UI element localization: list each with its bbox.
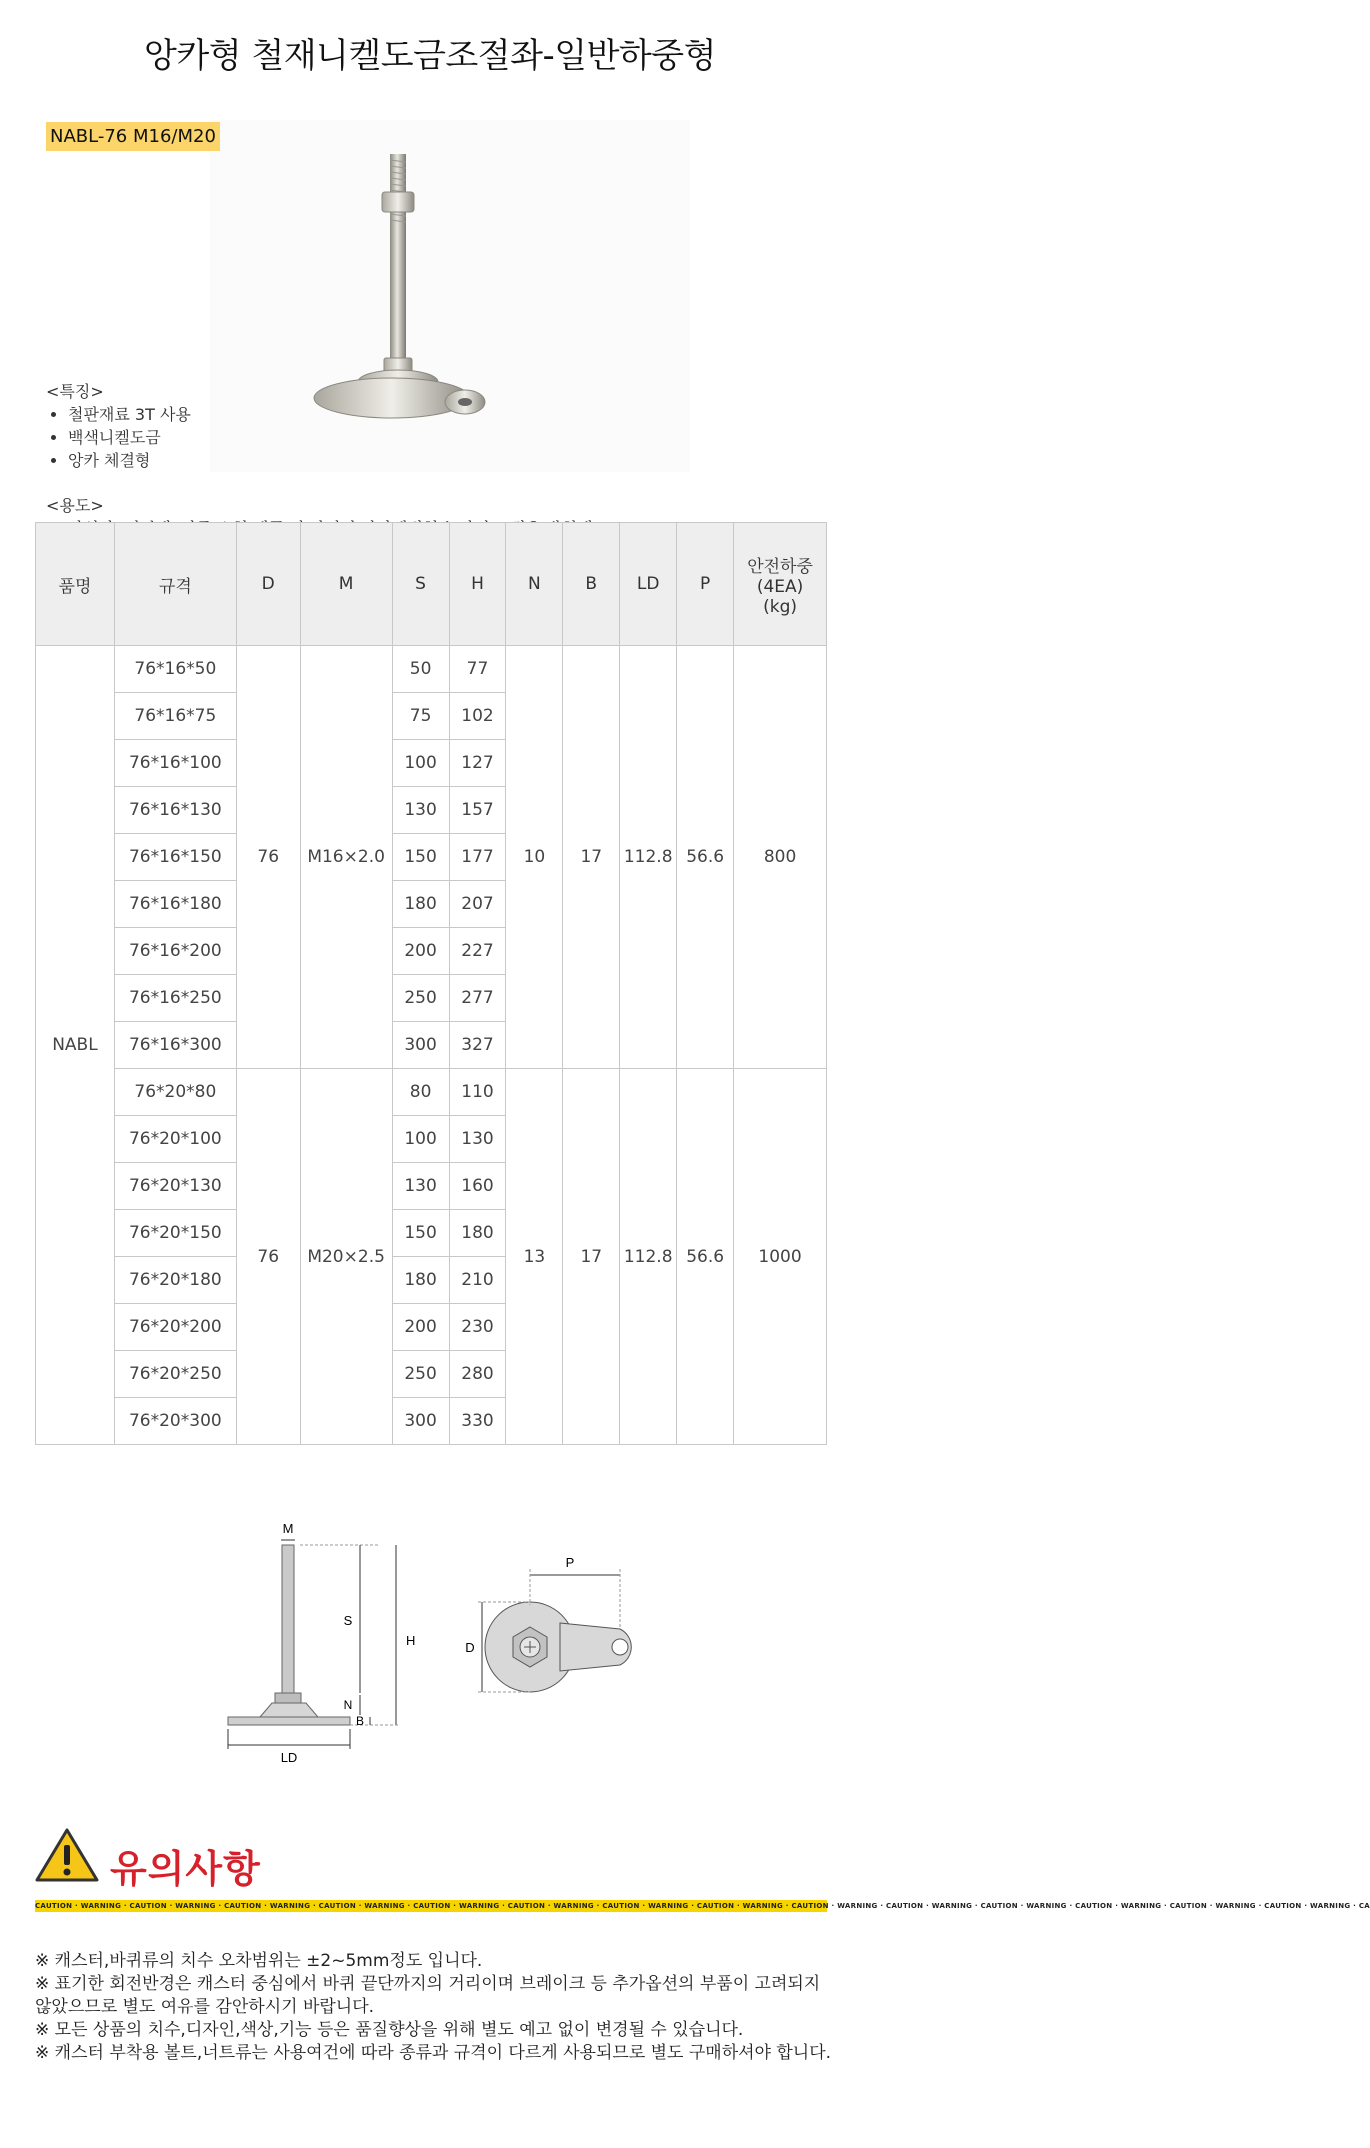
product-image	[210, 120, 690, 472]
cell-spec: 76*20*80	[114, 1069, 236, 1116]
cell-spec: 76*20*250	[114, 1351, 236, 1398]
cell-h: 330	[449, 1398, 506, 1445]
cell-s: 300	[392, 1398, 449, 1445]
feature-item: • 철판재료 3T 사용	[68, 403, 191, 426]
table-row	[36, 646, 827, 693]
header-p: P	[677, 523, 734, 646]
cell-h: 230	[449, 1304, 506, 1351]
bolt-rod	[282, 1545, 294, 1693]
cell-h: 277	[449, 975, 506, 1022]
cell-spec: 76*16*300	[114, 1022, 236, 1069]
cell-h: 177	[449, 834, 506, 881]
cell-safe-load: 800	[734, 646, 827, 1069]
cell-ld: 112.8	[620, 646, 677, 1069]
cell-s: 80	[392, 1069, 449, 1116]
label-ld: LD	[280, 1750, 298, 1765]
cell-d: 76	[236, 1069, 300, 1445]
cell-h: 77	[449, 646, 506, 693]
cell-h: 110	[449, 1069, 506, 1116]
header-h: H	[449, 523, 506, 646]
label-n: N	[343, 1698, 353, 1712]
label-b: B	[355, 1714, 365, 1728]
nut	[275, 1693, 301, 1703]
cell-spec: 76*16*200	[114, 928, 236, 975]
label-h: H	[406, 1633, 416, 1648]
spec-table	[35, 522, 827, 1445]
table-header-row	[36, 523, 827, 646]
dimension-diagram	[220, 1505, 660, 1785]
cell-n: 13	[506, 1069, 563, 1445]
feature-item: • 백색니켈도금	[68, 426, 191, 449]
cell-spec: 76*20*200	[114, 1304, 236, 1351]
cell-h: 160	[449, 1163, 506, 1210]
cell-h: 227	[449, 928, 506, 975]
label-d: D	[465, 1640, 475, 1655]
label-m: M	[282, 1521, 294, 1536]
caution-title: 유의사항	[110, 1847, 261, 1891]
cell-n: 10	[506, 646, 563, 1069]
leveling-foot-photo	[210, 120, 690, 472]
caution-tape: CAUTION · WARNING · CAUTION · WARNING · CAUTION · WARNING · CAUTION · WARNING · CAUTION · WARNING · CAUTION · WARNING · CAUTION · WARNING · CAUTION · WARNING · CAUTION · WARNING · CAUTION · WARNING · CAUTION · WARNING · CAUTION · WARNING · CAUTION · WARNING · CAUTION · WARNING · CA	[35, 1902, 1370, 1910]
cell-spec: 76*16*150	[114, 834, 236, 881]
base-cone	[260, 1703, 318, 1717]
cell-s: 100	[392, 1116, 449, 1163]
cell-s: 130	[392, 1163, 449, 1210]
cell-s: 200	[392, 1304, 449, 1351]
features-section	[46, 380, 191, 472]
page-title: 앙카형 철재니켈도금조절좌-일반하중형	[144, 36, 716, 76]
cell-spec: 76*16*180	[114, 881, 236, 928]
label-s: S	[343, 1613, 353, 1628]
cell-spec: 76*16*250	[114, 975, 236, 1022]
cell-p: 56.6	[677, 646, 734, 1069]
cell-p: 56.6	[677, 1069, 734, 1445]
cell-s: 150	[392, 834, 449, 881]
cell-s: 50	[392, 646, 449, 693]
cell-s: 180	[392, 1257, 449, 1304]
header-s: S	[392, 523, 449, 646]
header-product-name: 품명	[36, 523, 115, 646]
note-item: ※ 모든 상품의 치수,디자인,색상,기능 등은 품질향상을 위해 별도 예고 없이 변경될 수 있습니다.	[35, 2020, 744, 2040]
cell-b: 17	[563, 1069, 620, 1445]
cell-b: 17	[563, 646, 620, 1069]
cell-s: 150	[392, 1210, 449, 1257]
cell-spec: 76*20*300	[114, 1398, 236, 1445]
cell-h: 327	[449, 1022, 506, 1069]
cell-h: 102	[449, 693, 506, 740]
cell-product-name: NABL	[36, 646, 115, 1445]
caution-notes	[35, 1950, 835, 2065]
cell-h: 280	[449, 1351, 506, 1398]
cell-s: 75	[392, 693, 449, 740]
cell-h: 207	[449, 881, 506, 928]
header-m: M	[300, 523, 392, 646]
header-d: D	[236, 523, 300, 646]
cell-spec: 76*16*75	[114, 693, 236, 740]
features-heading: <특징>	[46, 382, 104, 401]
cell-spec: 76*20*100	[114, 1116, 236, 1163]
dimension-drawing	[220, 1505, 660, 1785]
feature-item: • 앙카 체결형	[68, 449, 191, 472]
model-code-tag: NABL-76 M16/M20	[46, 122, 220, 151]
cell-m: M16×2.0	[300, 646, 392, 1069]
usage-heading: <용도>	[46, 496, 104, 515]
cell-h: 180	[449, 1210, 506, 1257]
cell-spec: 76*16*50	[114, 646, 236, 693]
cell-safe-load: 1000	[734, 1069, 827, 1445]
table-body	[36, 646, 827, 1445]
cell-s: 250	[392, 1351, 449, 1398]
cell-s: 250	[392, 975, 449, 1022]
cell-h: 157	[449, 787, 506, 834]
cell-h: 210	[449, 1257, 506, 1304]
cell-s: 180	[392, 881, 449, 928]
header-n: N	[506, 523, 563, 646]
cell-s: 200	[392, 928, 449, 975]
table-row	[36, 1069, 827, 1116]
cell-spec: 76*20*150	[114, 1210, 236, 1257]
cell-spec: 76*16*100	[114, 740, 236, 787]
cell-s: 130	[392, 787, 449, 834]
cell-m: M20×2.5	[300, 1069, 392, 1445]
cell-spec: 76*16*130	[114, 787, 236, 834]
header-b: B	[563, 523, 620, 646]
note-item: ※ 캐스터,바퀴류의 치수 오차범위는 ±2~5mm정도 입니다.	[35, 1951, 483, 1971]
cell-h: 127	[449, 740, 506, 787]
cell-spec: 76*20*180	[114, 1257, 236, 1304]
header-spec: 규격	[114, 523, 236, 646]
warning-icon	[34, 1827, 100, 1887]
cell-s: 300	[392, 1022, 449, 1069]
cell-spec: 76*20*130	[114, 1163, 236, 1210]
note-item: ※ 캐스터 부착용 볼트,너트류는 사용여건에 따라 종류과 규격이 다르게 사용되므로 별도 구매하셔야 합니다.	[35, 2043, 832, 2063]
base-plate	[228, 1717, 350, 1725]
cell-s: 100	[392, 740, 449, 787]
header-safe-load: 안전하중 (4EA) (kg)	[734, 523, 827, 646]
cell-d: 76	[236, 646, 300, 1069]
note-item: ※ 표기한 회전반경은 캐스터 중심에서 바퀴 끝단까지의 거리이며 브레이크 등 추가옵션의 부품이 고려되지 않았으므로 별도 여유를 감안하시기 바랍니다.	[35, 1974, 821, 2017]
cell-h: 130	[449, 1116, 506, 1163]
cell-ld: 112.8	[620, 1069, 677, 1445]
label-p: P	[565, 1555, 575, 1570]
header-ld: LD	[620, 523, 677, 646]
